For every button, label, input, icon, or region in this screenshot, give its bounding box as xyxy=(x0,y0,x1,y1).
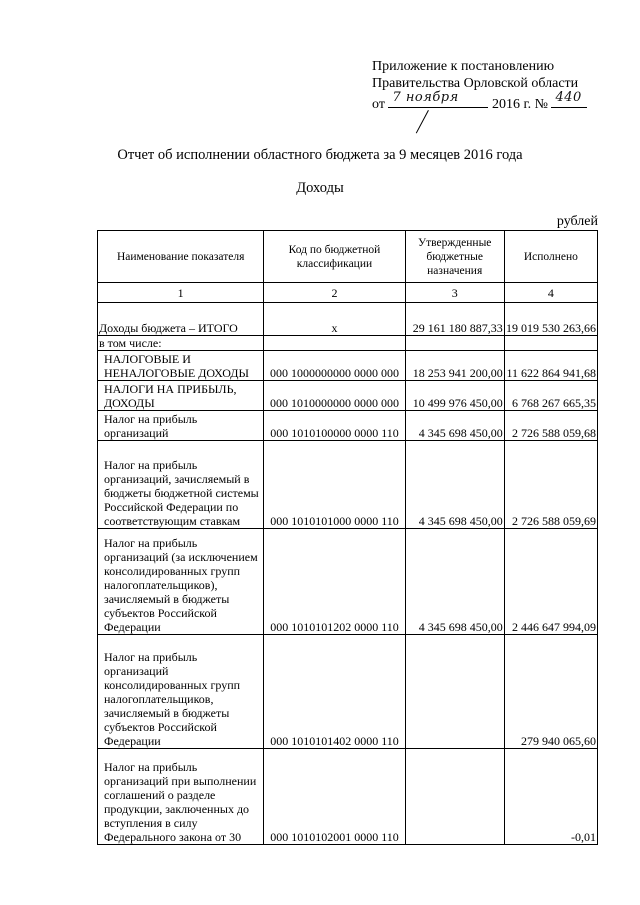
row-code xyxy=(264,336,405,351)
row-approved: 29 161 180 887,33 xyxy=(405,303,504,336)
column-number-row xyxy=(98,283,598,303)
row-name: НАЛОГИ НА ПРИБЫЛЬ, ДОХОДЫ xyxy=(98,381,264,411)
row-approved: 4 345 698 450,00 xyxy=(405,529,504,635)
row-executed: 2 726 588 059,69 xyxy=(504,441,597,529)
row-name: Налог на прибыль организаций xyxy=(98,411,264,441)
row-code: 000 1010000000 0000 000 xyxy=(264,381,405,411)
row-approved xyxy=(405,635,504,749)
appendix-line-2: Правительства Орловской области xyxy=(372,76,579,91)
col-header-name: Наименование показателя xyxy=(98,231,264,283)
table-row xyxy=(98,336,598,351)
row-executed: 11 622 864 941,68 xyxy=(504,351,597,381)
revenue-table xyxy=(97,230,598,845)
row-code: 000 1010101202 0000 110 xyxy=(264,529,405,635)
year-text: 2016 г. xyxy=(491,97,532,112)
col-number-2: 2 xyxy=(264,283,405,303)
col-header-executed: Исполнено xyxy=(504,231,597,283)
row-name: Налог на прибыль организаций, зачисляемый в бюджеты бюджетной системы Российской Федерации по соответствующим ставкам xyxy=(98,441,264,529)
row-executed xyxy=(504,336,597,351)
table-header-row xyxy=(98,231,598,283)
row-code: 000 1000000000 0000 000 xyxy=(264,351,405,381)
row-executed: 2 446 647 994,09 xyxy=(504,529,597,635)
col-number-4: 4 xyxy=(504,283,597,303)
date-field xyxy=(388,92,488,108)
report-title: Отчет об исполнении областного бюджета за 9 месяцев 2016 года xyxy=(117,147,523,163)
row-name: Налог на прибыль организаций консолидированных групп налогоплательщиков, зачисляемый в бюджеты субъектов Российской Федерации xyxy=(98,635,264,749)
row-code: 000 1010100000 0000 110 xyxy=(264,411,405,441)
appendix-block xyxy=(372,58,622,113)
col-header-code: Код по бюджетной классификации xyxy=(264,231,405,283)
row-executed: 6 768 267 665,35 xyxy=(504,381,597,411)
report-subtitle: Доходы xyxy=(296,180,344,196)
row-approved xyxy=(405,749,504,845)
row-code: 000 1010101402 0000 110 xyxy=(264,635,405,749)
row-approved: 4 345 698 450,00 xyxy=(405,441,504,529)
row-name: Налог на прибыль организаций (за исключением консолидированных групп налогоплательщиков), зачисляемый в бюджеты субъектов Российской Федерации xyxy=(98,529,264,635)
col-number-3: 3 xyxy=(405,283,504,303)
row-name: НАЛОГОВЫЕ И НЕНАЛОГОВЫЕ ДОХОДЫ xyxy=(98,351,264,381)
table-row xyxy=(98,381,598,411)
appendix-line-1: Приложение к постановлению xyxy=(372,59,555,74)
table-row xyxy=(98,635,598,749)
table-row xyxy=(98,411,598,441)
row-approved: 4 345 698 450,00 xyxy=(405,411,504,441)
row-executed: 19 019 530 263,66 xyxy=(504,303,597,336)
row-approved xyxy=(405,336,504,351)
row-executed: 2 726 588 059,68 xyxy=(504,411,597,441)
row-code: 000 1010102001 0000 110 xyxy=(264,749,405,845)
row-name: в том числе: xyxy=(98,336,264,351)
table-row xyxy=(98,303,598,336)
row-executed: 279 940 065,60 xyxy=(504,635,597,749)
table-row xyxy=(98,441,598,529)
number-field xyxy=(551,92,587,108)
row-approved: 18 253 941 200,00 xyxy=(405,351,504,381)
row-code: x xyxy=(264,303,405,336)
table-row xyxy=(98,529,598,635)
appendix-date-line xyxy=(372,92,622,113)
row-approved: 10 499 976 450,00 xyxy=(405,381,504,411)
row-name: Доходы бюджета – ИТОГО xyxy=(98,303,264,336)
table-row xyxy=(98,351,598,381)
table-row xyxy=(98,749,598,845)
row-name: Налог на прибыль организаций при выполнении соглашений о разделе продукции, заключенных до вступления в силу Федерального закона от 30 xyxy=(98,749,264,845)
row-code: 000 1010101000 0000 110 xyxy=(264,441,405,529)
col-number-1: 1 xyxy=(98,283,264,303)
row-executed: -0,01 xyxy=(504,749,597,845)
date-handwritten: 7 ноября xyxy=(392,90,459,105)
col-header-approved: Утвержденные бюджетные назначения xyxy=(405,231,504,283)
signature-stroke xyxy=(416,110,429,133)
number-label: № xyxy=(534,97,548,112)
from-label: от xyxy=(372,97,385,112)
number-handwritten: 440 xyxy=(555,90,582,105)
currency-unit: рублей xyxy=(556,214,598,229)
